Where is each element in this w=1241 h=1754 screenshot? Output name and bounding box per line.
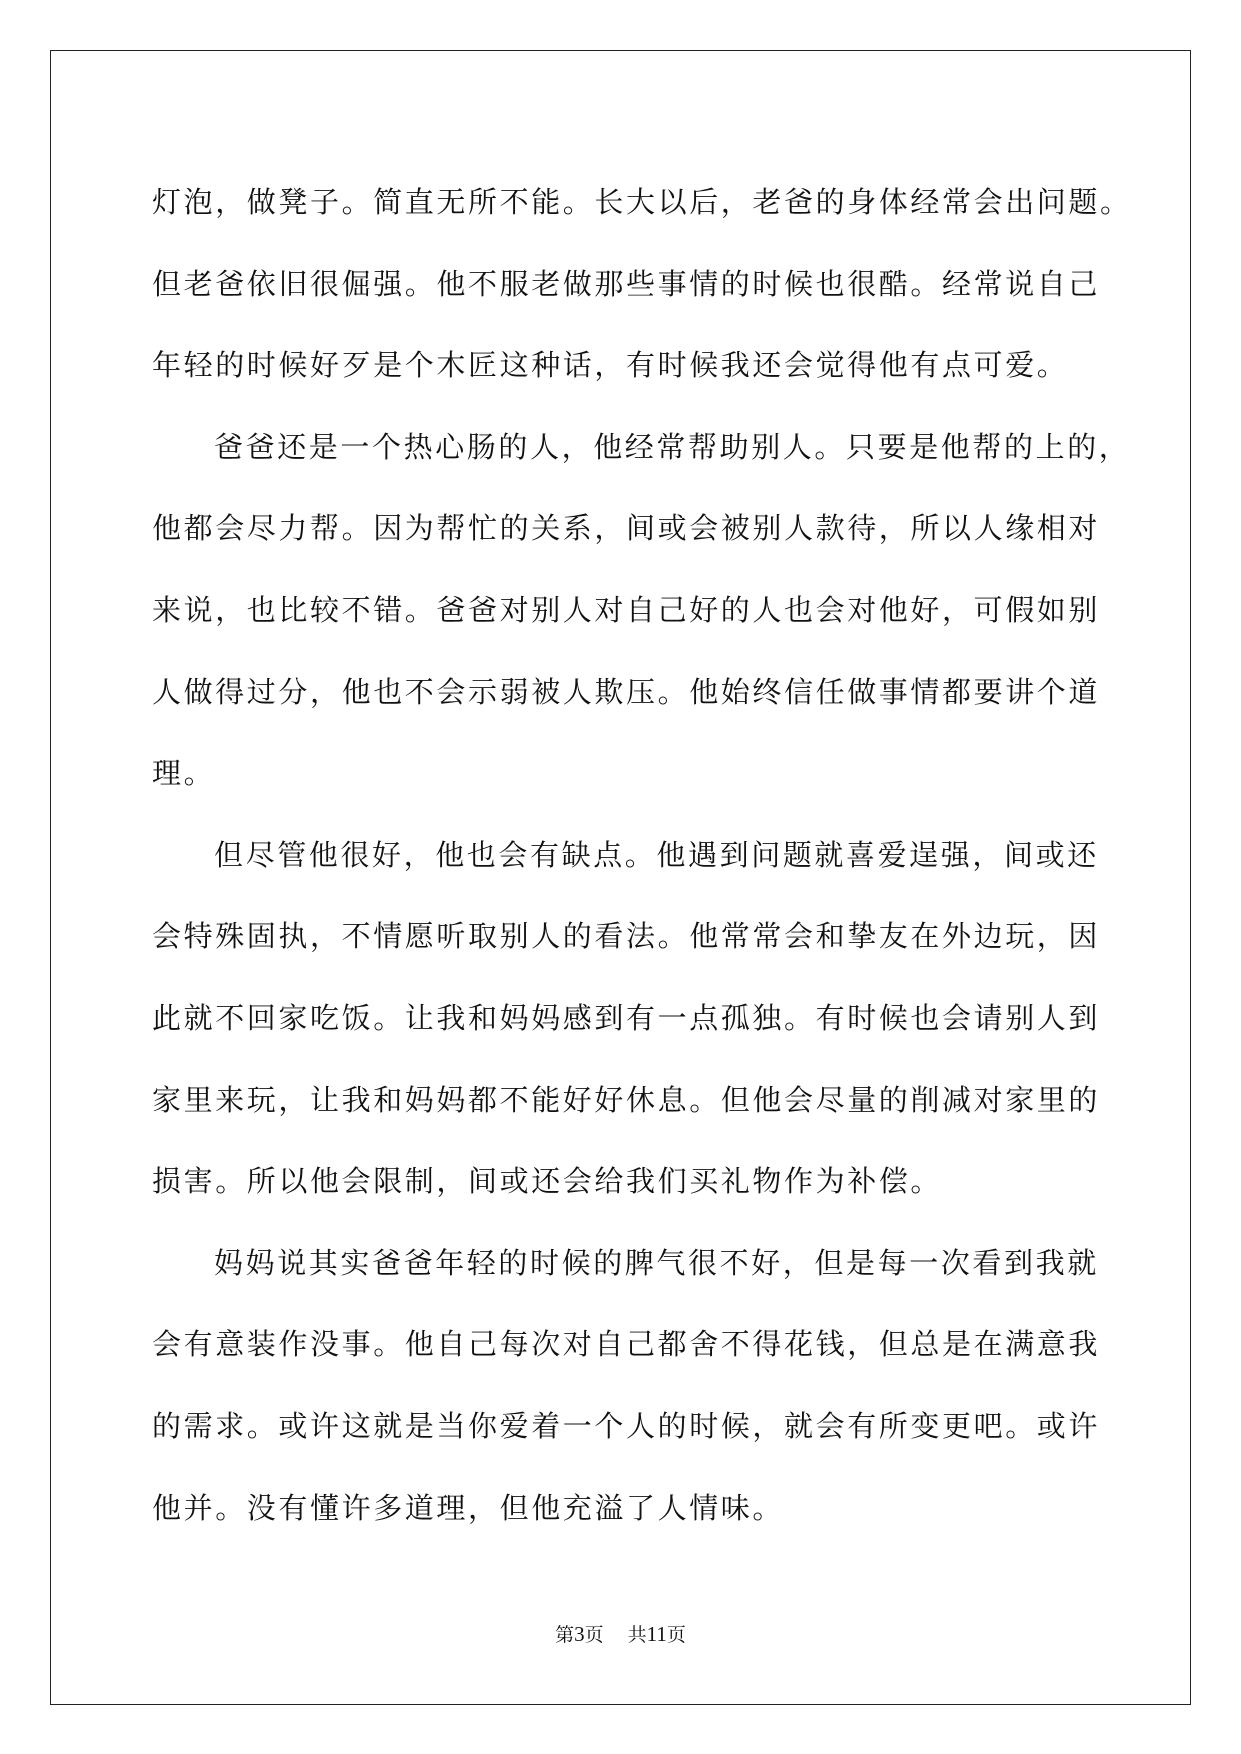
total-prefix: 共	[627, 1624, 647, 1646]
text-line: 的需求。或许这就是当你爱着一个人的时候，就会有所变更吧。或许	[152, 1408, 1101, 1443]
text-line: 但老爸依旧很倔强。他不服老做那些事情的时候也很酷。经常说自己	[152, 266, 1101, 301]
paragraph-start-line: 但尽管他很好，他也会有缺点。他遇到问题就喜爱逞强，间或还	[214, 837, 1099, 872]
total-suffix: 页	[666, 1624, 686, 1646]
text-line: 他都会尽力帮。因为帮忙的关系，间或会被别人款待，所以人缘相对	[152, 511, 1101, 546]
text-line: 年轻的时候好歹是个木匠这种话，有时候我还会觉得他有点可爱。	[152, 348, 1069, 383]
text-line: 理。	[152, 756, 216, 791]
paragraph-start-line: 妈妈说其实爸爸年轻的时候的脾气很不好，但是每一次看到我就	[214, 1245, 1099, 1280]
page-prefix: 第	[555, 1624, 575, 1646]
document-body	[152, 162, 1132, 1549]
text-line: 人做得过分，他也不会示弱被人欺压。他始终信任做事情都要讲个道	[152, 674, 1101, 709]
text-line: 会特殊固执，不情愿听取别人的看法。他常常会和挚友在外边玩，因	[152, 919, 1101, 954]
text-line: 他并。没有懂许多道理，但他充溢了人情味。	[152, 1490, 785, 1525]
page-footer	[0, 1622, 1241, 1647]
page-number: 3	[574, 1622, 585, 1646]
text-line: 此就不回家吃饭。让我和妈妈感到有一点孤独。有时候也会请别人到	[152, 1000, 1101, 1035]
page-suffix: 页	[584, 1624, 604, 1646]
text-line: 灯泡，做凳子。简直无所不能。长大以后，老爸的身体经常会出问题。	[152, 185, 1132, 219]
paragraph-start-line: 爸爸还是一个热心肠的人，他经常帮助别人。只要是他帮的上的，	[214, 429, 1131, 464]
text-line: 家里来玩，让我和妈妈都不能好好休息。但他会尽量的削减对家里的	[152, 1082, 1101, 1117]
text-line: 会有意装作没事。他自己每次对自己都舍不得花钱，但总是在满意我	[152, 1327, 1101, 1362]
total-pages: 11	[646, 1622, 667, 1646]
text-line: 损害。所以他会限制，间或还会给我们买礼物作为补偿。	[152, 1164, 943, 1199]
text-line: 来说，也比较不错。爸爸对别人对自己好的人也会对他好，可假如别	[152, 592, 1101, 627]
